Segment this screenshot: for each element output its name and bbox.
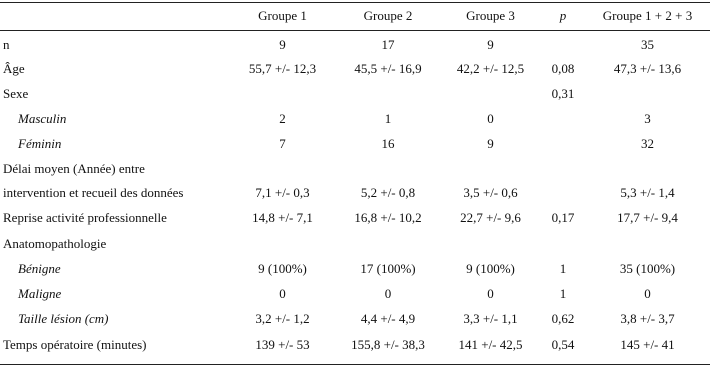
table-cell — [541, 134, 585, 154]
table-cell: 7,1 +/- 0,3 — [255, 185, 310, 200]
table-cell: 141 +/- 42,5 — [458, 337, 523, 352]
table-cell: 0,54 — [551, 337, 575, 352]
table-cell: 47,3 +/- 13,6 — [613, 61, 682, 76]
row-label: n — [3, 37, 10, 52]
table-cell: 22,7 +/- 9,6 — [460, 210, 521, 225]
table-cell: 0,31 — [551, 86, 575, 101]
row-label: Sexe — [3, 86, 29, 101]
table-cell — [541, 159, 585, 179]
table-cell — [440, 159, 541, 179]
row-label: Reprise activité professionnelle — [3, 210, 167, 225]
table-row — [0, 234, 710, 254]
table-cell: 16,8 +/- 10,2 — [354, 210, 422, 225]
row-label: Taille lésion (cm) — [18, 311, 109, 326]
bottom-rule — [0, 364, 710, 365]
table-cell — [541, 183, 585, 203]
table-cell: 3,3 +/- 1,1 — [463, 311, 518, 326]
header-rule — [0, 30, 710, 31]
table-row — [0, 35, 710, 55]
table-cell — [585, 159, 710, 179]
table-row — [0, 109, 710, 129]
row-label: Bénigne — [18, 261, 61, 276]
table-row — [0, 208, 710, 228]
row-label: Féminin — [18, 136, 62, 151]
table-cell — [541, 35, 585, 55]
table-cell: 3 — [644, 111, 651, 126]
table-row — [0, 134, 710, 154]
table-cell: 1 — [559, 261, 567, 276]
table-row — [0, 284, 710, 304]
table-cell: 4,4 +/- 4,9 — [360, 311, 416, 326]
table-cell: 0 — [487, 111, 494, 126]
table-cell — [230, 159, 335, 179]
table-cell — [336, 159, 440, 179]
table-cell: 3,2 +/- 1,2 — [255, 311, 310, 326]
row-label: Âge — [3, 61, 25, 76]
table-cell: 5,3 +/- 1,4 — [620, 185, 675, 200]
table-cell — [541, 234, 585, 254]
table-cell: 17,7 +/- 9,4 — [617, 210, 678, 225]
table-cell: 14,8 +/- 7,1 — [252, 210, 313, 225]
table-cell — [230, 234, 335, 254]
table-row — [0, 259, 710, 279]
table-cell: 0,17 — [551, 210, 575, 225]
header-groupe-2: Groupe 2 — [363, 8, 413, 23]
table-cell: 3,5 +/- 0,6 — [463, 185, 518, 200]
table-cell: 145 +/- 41 — [620, 337, 675, 352]
table-row — [0, 335, 710, 355]
table-cell — [230, 84, 335, 104]
table-cell: 9 — [279, 37, 286, 52]
table-row — [0, 59, 710, 79]
table-row — [0, 159, 710, 179]
row-label: Maligne — [18, 286, 62, 301]
table-cell: 9 — [487, 37, 494, 52]
table-cell: 1 — [559, 286, 567, 301]
table-cell: 9 (100%) — [258, 261, 307, 276]
table-cell — [541, 109, 585, 129]
table-cell: 7 — [279, 136, 286, 151]
table-cell — [440, 84, 541, 104]
table-cell: 0,62 — [551, 311, 575, 326]
table-cell: 3,8 +/- 3,7 — [620, 311, 675, 326]
table-row — [0, 183, 710, 203]
table-cell: 9 (100%) — [466, 261, 515, 276]
table-cell: 2 — [279, 111, 286, 126]
top-rule — [0, 2, 710, 3]
row-label: Temps opératoire (minutes) — [3, 337, 147, 352]
header-groupe-3: Groupe 3 — [466, 8, 515, 23]
table-cell: 45,5 +/- 16,9 — [354, 61, 422, 76]
table-cell: 35 (100%) — [619, 261, 676, 276]
row-label: intervention et recueil des données — [3, 185, 184, 200]
row-label: Délai moyen (Année) entre — [3, 161, 145, 176]
table-cell: 35 — [641, 37, 654, 52]
table-cell: 32 — [641, 136, 654, 151]
header-row — [0, 6, 710, 26]
table-cell: 55,7 +/- 12,3 — [248, 61, 317, 76]
table-cell: 17 — [381, 37, 395, 52]
table-cell — [336, 84, 440, 104]
table-cell: 0 — [384, 286, 392, 301]
table-cell: 16 — [381, 136, 395, 151]
row-label: Masculin — [18, 111, 67, 126]
header-p: p — [559, 8, 567, 23]
header-groupe-1: Groupe 1 — [258, 8, 307, 23]
table-cell: 155,8 +/- 38,3 — [351, 337, 425, 352]
table-cell: 0,08 — [551, 61, 575, 76]
table-cell — [336, 234, 440, 254]
table-cell: 17 (100%) — [360, 261, 416, 276]
table-cell: 0 — [644, 286, 651, 301]
table-cell: 0 — [279, 286, 286, 301]
header-total: Groupe 1 + 2 + 3 — [602, 8, 693, 23]
table-cell: 1 — [384, 111, 392, 126]
row-label: Anatomopathologie — [3, 236, 107, 251]
table-cell: 0 — [487, 286, 494, 301]
table-row — [0, 84, 710, 104]
table-cell: 42,2 +/- 12,5 — [456, 61, 525, 76]
table-cell: 139 +/- 53 — [255, 337, 310, 352]
table-cell — [440, 234, 541, 254]
table-cell — [585, 234, 710, 254]
table-cell: 5,2 +/- 0,8 — [360, 185, 416, 200]
table-row — [0, 309, 710, 329]
table-cell — [585, 84, 710, 104]
table-cell: 9 — [487, 136, 494, 151]
